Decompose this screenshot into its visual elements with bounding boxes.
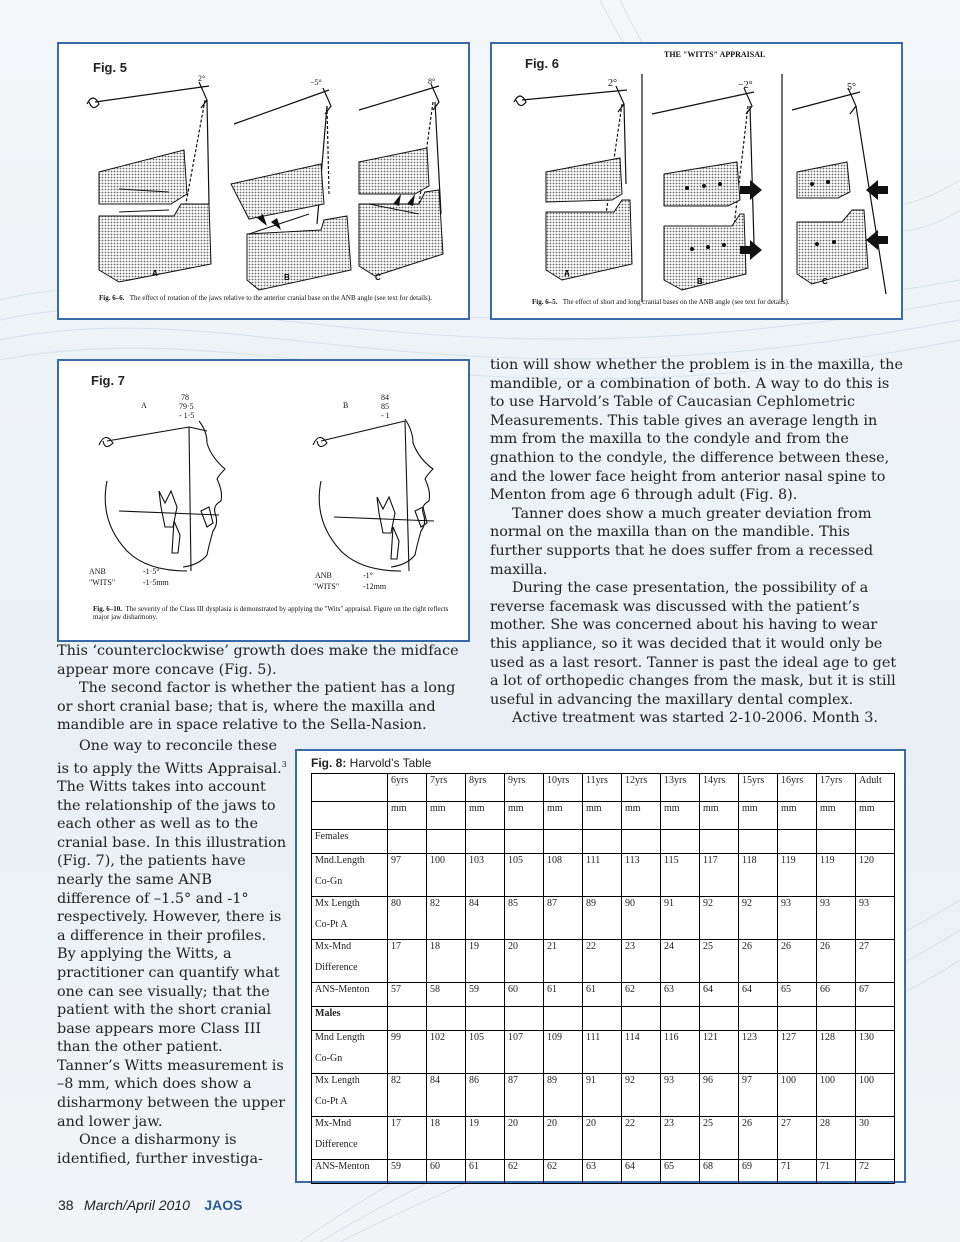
- value-cell: 58: [427, 983, 466, 1007]
- value-cell: 20: [583, 1117, 622, 1160]
- table-row: [312, 940, 895, 983]
- fig7-left-value-2: 79·5: [179, 402, 194, 411]
- fig6-letter-c: C: [822, 277, 828, 286]
- value-cell: 67: [856, 983, 895, 1007]
- value-cell: 61: [544, 983, 583, 1007]
- row-label-sub: Co-Gn: [315, 1053, 343, 1064]
- value-cell: 20: [505, 940, 544, 983]
- value-cell: 127: [778, 1031, 817, 1074]
- unit-cell: mm: [739, 802, 778, 830]
- table-cell: [505, 1007, 544, 1031]
- value-cell: 116: [661, 1031, 700, 1074]
- value-cell: 100: [427, 854, 466, 897]
- row-label: [312, 1160, 388, 1184]
- unit-cell: mm: [388, 802, 427, 830]
- value-cell: 82: [388, 1074, 427, 1117]
- table-row: [312, 983, 895, 1007]
- fig5-angle-b: −5°: [310, 78, 322, 87]
- row-label: [312, 983, 388, 1007]
- fig7-left-value-3: - 1·5: [179, 411, 195, 420]
- left-column-upper-text: [57, 642, 469, 735]
- figure-6-heading: THE "WITTS" APPRAISAL: [664, 50, 766, 59]
- value-cell: 107: [505, 1031, 544, 1074]
- age-header: 6yrs: [388, 774, 427, 802]
- value-cell: 100: [856, 1074, 895, 1117]
- figure-8-title: Fig. 8: Harvold’s Table: [311, 756, 432, 770]
- unit-cell: mm: [817, 802, 856, 830]
- fig7-left-witts-value: -1·5mm: [143, 578, 169, 587]
- figure-7-caption: Fig. 6–10. The severity of the Class III dysplasia is demonstrated by applying the "Wits" appraisal. Figure on the right reflects major jaw disharmony.: [93, 605, 449, 621]
- value-cell: 102: [427, 1031, 466, 1074]
- value-cell: 57: [388, 983, 427, 1007]
- value-cell: 99: [388, 1031, 427, 1074]
- value-cell: 92: [700, 897, 739, 940]
- row-label: [312, 897, 388, 940]
- fig5-angle-c: 8°: [428, 77, 436, 86]
- value-cell: 20: [505, 1117, 544, 1160]
- table-cell: [312, 802, 388, 830]
- table-row: [312, 1031, 895, 1074]
- journal-name: JAOS: [204, 1197, 243, 1213]
- value-cell: 113: [622, 854, 661, 897]
- fig6-letter-a: A: [564, 269, 570, 278]
- figure-6: [490, 42, 903, 320]
- value-cell: 25: [700, 940, 739, 983]
- table-cell: [583, 1007, 622, 1031]
- figure-7: [57, 359, 470, 642]
- table-header-row: [312, 774, 895, 802]
- row-label: [312, 1074, 388, 1117]
- value-cell: 109: [544, 1031, 583, 1074]
- fig7-right-value-3: - 1: [381, 411, 390, 420]
- age-header: 12yrs: [622, 774, 661, 802]
- paragraph: Tanner does show a much greater deviation from normal on the maxilla than on the mandible. This further supports that he does suffer from a recessed maxilla.: [490, 505, 874, 578]
- value-cell: 22: [622, 1117, 661, 1160]
- row-label-main: Mx-Mnd: [315, 1118, 352, 1129]
- table-cell: [466, 830, 505, 854]
- table-cell: [583, 830, 622, 854]
- figure-6-label: Fig. 6: [525, 56, 559, 71]
- age-header: 15yrs: [739, 774, 778, 802]
- value-cell: 87: [544, 897, 583, 940]
- fig7-right-anb-value: -1°: [363, 571, 373, 580]
- value-cell: 63: [661, 983, 700, 1007]
- unit-cell: mm: [583, 802, 622, 830]
- unit-cell: mm: [622, 802, 661, 830]
- age-header: 17yrs: [817, 774, 856, 802]
- figure-8-harvolds-table: [295, 749, 906, 1183]
- figure-5: [57, 42, 470, 320]
- value-cell: 26: [739, 1117, 778, 1160]
- table-cell: [778, 1007, 817, 1031]
- age-header: Adult: [856, 774, 895, 802]
- value-cell: 60: [505, 983, 544, 1007]
- value-cell: 17: [388, 940, 427, 983]
- harvold-table: [311, 773, 895, 1184]
- table-row: [312, 1117, 895, 1160]
- value-cell: 19: [466, 1117, 505, 1160]
- value-cell: 82: [427, 897, 466, 940]
- issue-date: March/April 2010: [84, 1197, 190, 1213]
- value-cell: 87: [505, 1074, 544, 1117]
- value-cell: 97: [739, 1074, 778, 1117]
- value-cell: 91: [661, 897, 700, 940]
- age-header: 8yrs: [466, 774, 505, 802]
- value-cell: 86: [466, 1074, 505, 1117]
- row-label-main: Mx-Mnd: [315, 941, 352, 952]
- unit-cell: mm: [544, 802, 583, 830]
- fig7-left-letter: A: [141, 401, 147, 410]
- value-cell: 100: [778, 1074, 817, 1117]
- table-row: [312, 854, 895, 897]
- value-cell: 108: [544, 854, 583, 897]
- paragraph: This ‘counterclockwise’ growth does make the midface appear more concave (Fig. 5).: [57, 643, 459, 678]
- value-cell: 105: [466, 1031, 505, 1074]
- table-cell: [661, 830, 700, 854]
- value-cell: 69: [739, 1160, 778, 1184]
- figure-6-caption: Fig. 6–5. The effect of short and long cranial bases on the ANB angle (see text for details).: [532, 298, 790, 306]
- table-cell: [856, 830, 895, 854]
- fig7-profile-tracings: [59, 361, 468, 640]
- value-cell: 119: [817, 854, 856, 897]
- table-cell: [778, 830, 817, 854]
- value-cell: 59: [388, 1160, 427, 1184]
- figure-5-label: Fig. 5: [93, 60, 127, 75]
- paragraph: One way to reconcile these is to apply the Witts Appraisal.$^3$ The Witts takes into account the relationship of the jaws to each other as well as to the cranial base. In this illustration (Fig. 7), the patients have nearly the same ANB difference of –1.5° and -1° respectively. However, there is a difference in their profiles. By applying the Witts, a practitioner can quantify what one can see visually; that the patient with the short cranial base appears more Class III than the other patient. Tanner’s Witts measurement is –8 mm, which does show a disharmony between the upper and lower jaw.: [57, 738, 287, 1130]
- fig7-left-value-1: 78: [181, 393, 189, 402]
- value-cell: 89: [583, 897, 622, 940]
- fig6-angle-a: 2°: [608, 78, 617, 89]
- value-cell: 120: [856, 854, 895, 897]
- table-cell: [661, 1007, 700, 1031]
- fig7-right-witts-value: -12mm: [363, 582, 387, 591]
- left-column-lower-text: [57, 737, 287, 1168]
- value-cell: 93: [856, 897, 895, 940]
- value-cell: 62: [544, 1160, 583, 1184]
- unit-cell: mm: [661, 802, 700, 830]
- row-label-main: Mnd Length: [315, 1032, 365, 1043]
- table-cell: [427, 1007, 466, 1031]
- unit-cell: mm: [466, 802, 505, 830]
- age-header: 16yrs: [778, 774, 817, 802]
- value-cell: 18: [427, 940, 466, 983]
- value-cell: 100: [817, 1074, 856, 1117]
- row-label-main: Mx Length: [315, 898, 360, 909]
- value-cell: 65: [778, 983, 817, 1007]
- table-cell: [388, 830, 427, 854]
- table-row: [312, 1160, 895, 1184]
- value-cell: 66: [817, 983, 856, 1007]
- table-cell: [505, 830, 544, 854]
- value-cell: 119: [778, 854, 817, 897]
- value-cell: 20: [544, 1117, 583, 1160]
- value-cell: 23: [661, 1117, 700, 1160]
- table-cell: [466, 1007, 505, 1031]
- fig5-angle-a: 2°: [198, 74, 206, 83]
- row-label: [312, 1117, 388, 1160]
- value-cell: 71: [817, 1160, 856, 1184]
- table-cell: [739, 830, 778, 854]
- unit-cell: mm: [856, 802, 895, 830]
- fig6-angle-b: −2°: [738, 80, 753, 91]
- fig7-right-witts-label: "WITS": [313, 582, 340, 591]
- value-cell: 63: [583, 1160, 622, 1184]
- value-cell: 60: [427, 1160, 466, 1184]
- value-cell: 18: [427, 1117, 466, 1160]
- table-cell: [622, 830, 661, 854]
- value-cell: 30: [856, 1117, 895, 1160]
- unit-cell: mm: [427, 802, 466, 830]
- value-cell: 59: [466, 983, 505, 1007]
- table-section-row: [312, 830, 895, 854]
- paragraph: During the case presentation, the possibility of a reverse facemask was discussed with the patient’s mother. She was concerned about his having to wear this appliance, so it was decided that it would only be used as a last resort. Tanner is past the ideal age to get a lot of orthopedic changes from the mask, but it is still useful in advancing the maxillary dental complex.: [490, 580, 897, 708]
- table-cell: [739, 1007, 778, 1031]
- value-cell: 85: [505, 897, 544, 940]
- row-label: [312, 1031, 388, 1074]
- value-cell: 72: [856, 1160, 895, 1184]
- row-label-sub: Co-Pt A: [315, 1096, 348, 1107]
- figure-5-caption: Fig. 6–6. The effect of rotation of the jaws relative to the anterior cranial base on the ANB angle (see text for details).: [99, 294, 432, 302]
- row-label-main: ANS-Menton: [315, 1161, 370, 1172]
- age-header: 9yrs: [505, 774, 544, 802]
- value-cell: 111: [583, 854, 622, 897]
- age-header: 10yrs: [544, 774, 583, 802]
- page-footer: [58, 1197, 242, 1214]
- value-cell: 65: [661, 1160, 700, 1184]
- value-cell: 117: [700, 854, 739, 897]
- fig5-letter-b: B: [284, 273, 290, 282]
- row-label-sub: Co-Gn: [315, 876, 343, 887]
- table-unit-row: [312, 802, 895, 830]
- value-cell: 68: [700, 1160, 739, 1184]
- unit-cell: mm: [505, 802, 544, 830]
- value-cell: 128: [817, 1031, 856, 1074]
- fig7-right-value-1: 84: [381, 393, 389, 402]
- table-cell: [427, 830, 466, 854]
- paragraph: The second factor is whether the patient has a long or short cranial base; that is, where the maxilla and mandible are in space relative to the Sella-Nasion.: [57, 680, 456, 734]
- value-cell: 80: [388, 897, 427, 940]
- section-label: Females: [312, 830, 388, 854]
- value-cell: 114: [622, 1031, 661, 1074]
- age-header: 13yrs: [661, 774, 700, 802]
- value-cell: 93: [817, 897, 856, 940]
- table-cell: [544, 1007, 583, 1031]
- value-cell: 89: [544, 1074, 583, 1117]
- page-number: 38: [58, 1197, 74, 1213]
- fig7-right-letter: B: [343, 401, 349, 410]
- value-cell: 61: [466, 1160, 505, 1184]
- table-row: [312, 897, 895, 940]
- value-cell: 71: [778, 1160, 817, 1184]
- paragraph: tion will show whether the problem is in the maxilla, the mandible, or a combination of both. A way to do this is to use Harvold’s Table of Caucasian Cephlometric Measurements. This table gives an average length in mm from the maxilla to the condyle and from the gnathion to the condyle, the difference between these, and the lower face height from anterior nasal spine to Menton from age 6 through adult (Fig. 8).: [490, 357, 903, 504]
- value-cell: 84: [466, 897, 505, 940]
- table-cell: [817, 830, 856, 854]
- value-cell: 84: [427, 1074, 466, 1117]
- value-cell: 62: [622, 983, 661, 1007]
- fig6-angle-c: 5°: [847, 82, 856, 93]
- row-label-sub: Difference: [315, 1139, 358, 1150]
- value-cell: 64: [700, 983, 739, 1007]
- section-label: Males: [312, 1007, 388, 1031]
- table-cell: [544, 830, 583, 854]
- unit-cell: mm: [778, 802, 817, 830]
- row-label: [312, 854, 388, 897]
- age-header: 11yrs: [583, 774, 622, 802]
- value-cell: 26: [817, 940, 856, 983]
- fig5-letter-c: C: [375, 273, 381, 282]
- paragraph: Active treatment was started 2-10-2006. Month 3.: [512, 710, 878, 727]
- value-cell: 97: [388, 854, 427, 897]
- value-cell: 105: [505, 854, 544, 897]
- table-cell: [817, 1007, 856, 1031]
- value-cell: 64: [622, 1160, 661, 1184]
- value-cell: 96: [700, 1074, 739, 1117]
- value-cell: 93: [661, 1074, 700, 1117]
- value-cell: 103: [466, 854, 505, 897]
- table-cell: [700, 1007, 739, 1031]
- value-cell: 24: [661, 940, 700, 983]
- row-label-main: ANS-Menton: [315, 984, 370, 995]
- row-label-main: Mnd.Length: [315, 855, 365, 866]
- table-cell: [700, 830, 739, 854]
- row-label-main: Mx Length: [315, 1075, 360, 1086]
- right-column-text: [490, 356, 904, 728]
- value-cell: 121: [700, 1031, 739, 1074]
- fig6-letter-b: B: [697, 277, 703, 286]
- fig7-left-anb-label: ANB: [89, 567, 106, 576]
- unit-cell: mm: [700, 802, 739, 830]
- fig7-left-anb-value: -1·5°: [143, 567, 160, 576]
- table-corner-cell: [312, 774, 388, 802]
- value-cell: 123: [739, 1031, 778, 1074]
- value-cell: 61: [583, 983, 622, 1007]
- value-cell: 111: [583, 1031, 622, 1074]
- value-cell: 23: [622, 940, 661, 983]
- value-cell: 27: [856, 940, 895, 983]
- value-cell: 64: [739, 983, 778, 1007]
- row-label: [312, 940, 388, 983]
- value-cell: 22: [583, 940, 622, 983]
- table-cell: [622, 1007, 661, 1031]
- value-cell: 21: [544, 940, 583, 983]
- value-cell: 27: [778, 1117, 817, 1160]
- age-header: 7yrs: [427, 774, 466, 802]
- age-header: 14yrs: [700, 774, 739, 802]
- value-cell: 92: [739, 897, 778, 940]
- table-cell: [388, 1007, 427, 1031]
- fig5-cephalometric-drawing: [59, 44, 468, 318]
- figure-7-label: Fig. 7: [91, 373, 125, 388]
- value-cell: 17: [388, 1117, 427, 1160]
- fig5-letter-a: A: [152, 269, 158, 278]
- row-label-sub: Difference: [315, 962, 358, 973]
- fig6-cephalometric-drawing: [492, 44, 901, 318]
- table-row: [312, 1074, 895, 1117]
- table-cell: [856, 1007, 895, 1031]
- fig7-left-witts-label: "WITS": [89, 578, 116, 587]
- value-cell: 115: [661, 854, 700, 897]
- value-cell: 62: [505, 1160, 544, 1184]
- value-cell: 19: [466, 940, 505, 983]
- value-cell: 118: [739, 854, 778, 897]
- value-cell: 26: [739, 940, 778, 983]
- fig7-right-value-2: 85: [381, 402, 389, 411]
- value-cell: 92: [622, 1074, 661, 1117]
- paragraph: Once a disharmony is identified, further investiga-: [57, 1132, 263, 1167]
- value-cell: 130: [856, 1031, 895, 1074]
- value-cell: 26: [778, 940, 817, 983]
- table-section-row: [312, 1007, 895, 1031]
- value-cell: 93: [778, 897, 817, 940]
- value-cell: 91: [583, 1074, 622, 1117]
- value-cell: 90: [622, 897, 661, 940]
- row-label-sub: Co-Pt A: [315, 919, 348, 930]
- fig7-right-anb-label: ANB: [315, 571, 332, 580]
- value-cell: 25: [700, 1117, 739, 1160]
- value-cell: 28: [817, 1117, 856, 1160]
